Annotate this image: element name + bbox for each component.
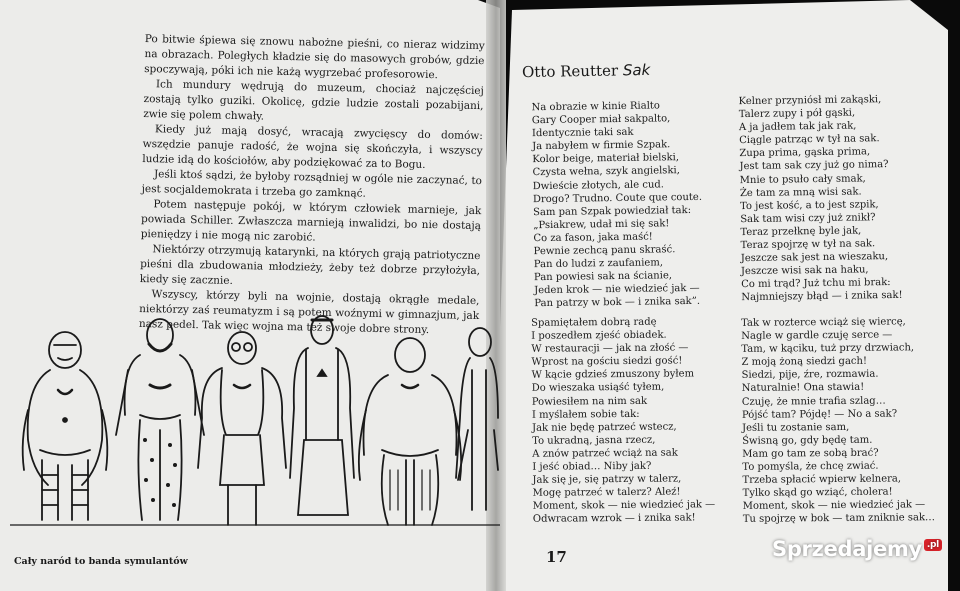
watermark-badge: .pl bbox=[924, 539, 942, 551]
stanza-3: Kelner przyniósł mi zakąski, Talerz zupy i pół gąski, A ja jadłem tak jak rak, Ciągle patrząc w tył na sak. Zupa prima, gąska prima, Jest tam sak czy już go nima? Mnie to psuło cały smak, Że tam za mną wisi sak. To jest kość, a to jest szpik, Sak tam wisi czy już znikł? Teraz przełknę byle jak, Teraz spojrzę w tył na sak. Jeszcze sak jest na wieszaku, Jeszcze wisi sak na haku, Co mi trąd? Już tchu mi brak: Najmniejszy błąd — i znika sak! bbox=[738, 94, 903, 304]
figure-2 bbox=[116, 319, 204, 520]
stanza-4: Tak w rozterce wciąż się wiercę, Nagle w gardle czuję serce — Tam, w kąciku, tuż przy drzwiach, Z moją żoną siedzi gach! Siedzi, pije, źre, rozmawia. Naturalnie! Ona stawia! Czuję, że mnie trafia szlag… Pójść tam? Pójdę! — No a sak? Jeśli tu zostanie sam, Świsną go, gdy będę tam. Mam go tam ze sobą brać? To pomyśla, że chcę zwiać. Trzeba spłacić wpierw kelnera, Tylko skąd go wziąć, cholera! Moment, skok — nie wiedzieć jak — Tu spojrzę w bok — tam zniknie sak… bbox=[741, 316, 936, 526]
figure-1 bbox=[23, 332, 108, 520]
illustration-caption: Cały naród to banda symulantów bbox=[14, 556, 188, 567]
figure-4 bbox=[290, 316, 354, 515]
stanza-2: Spamiętałem dobrą radę I poszedłem zjeść obiadek. W restauracji — jak na złość — Wprost na gościu siedzi gość! W kącie gdzieś zmuszony byłem Do wieszaka usiąść tyłem, Powiesiłem na nim sak I myślałem sobie tak: Jak nie będę patrzeć wstecz, To ukradną, jasna rzecz, A znów patrzeć wciąż na sak I jeść obiad… Niby jak? Jak się je, się patrzy w talerz, Mogę patrzeć w talerz? Aleź! Moment, skok — nie wiedzieć jak — Odwracam wzrok — i znika sak! bbox=[531, 316, 716, 526]
poem-title bbox=[522, 61, 651, 81]
paragraph: Wszyscy, którzy byli na wojnie, dostają okrągłe medale, niektórzy zaś reumatyzm i są potem woźnymi w gimnazjum, jak nasz pedel. Tak więc wojna ma też swoje dobre strony. bbox=[138, 288, 480, 337]
left-page-text bbox=[139, 32, 485, 339]
figure-3 bbox=[198, 332, 286, 525]
figure-5 bbox=[359, 338, 461, 525]
paragraph: Jeśli ktoś sądzi, że byłoby rozsądniej w ogóle nie zaczynać, to jest socjaldemokrata i trzeba go zamknąć. bbox=[141, 168, 483, 200]
stanza-1: Na obrazie w kinie Rialto Gary Cooper miał sakpalto, Identycznie taki sak Ja nabyłem w firmie Szpak. Kolor beige, materiał bielski, Czysta wełna, szyk angielski, Dwieście złotych, ale cud. Drogo? Trudno. Coute que coute. Sam pan Szpak powiedział tak: „Psiakrew, udał mi się sak! Co za fason, jaka maść! Pewnie zechcą panu skraść. Pan do ludzi z zaufaniem, Pan powiesi sak na ścianie, Jeden krok — nie wiedzieć jak — Pan patrzy w bok — i znika sak”. bbox=[531, 100, 703, 310]
paragraph: Po bitwie śpiewa się znowu nabożne pieśni, co nieraz widzimy na obrazach. Poległych kładzie się do masowych grobów, gdzie spoczywają, póki ich nie każą wygrzebać profesorowie. bbox=[144, 32, 485, 82]
poem-author: Otto Reutter bbox=[521, 61, 619, 82]
paragraph: Ich mundury wędrują do muzeum, chociaż najczęściej zostają tylko guziki. Okolicę, gdzie ludzie zostali pozabijani, zwie się polem chwały. bbox=[143, 78, 484, 123]
page-number: 17 bbox=[546, 548, 567, 566]
paragraph: Potem następuje pokój, w którym człowiek marnieje, jak powiada Schiller. Zwłaszcza marnieją inwalidzi, bo nie dostają pieniędzy i nie mogą nic zarobić. bbox=[140, 198, 482, 244]
paragraph: Kiedy już mają dosyć, wracają zwycięscy do domów: wszędzie panuje radość, że wojna się skończyła, i wszyscy ludzie idą do kościołów, aby podziękować za to Bogu. bbox=[142, 123, 484, 171]
men-in-underwear-drawing bbox=[10, 300, 500, 535]
paragraph: Niektórzy otrzymują katarynki, na których grają patriotyczne pieśni dla zbudowania młodzieży, żeby też dobrze przyłożyła, kiedy się zacznie. bbox=[139, 243, 481, 287]
poem-name: Sak bbox=[622, 60, 651, 80]
caricature-illustration bbox=[10, 300, 500, 535]
watermark-text: Sprzedajemy bbox=[772, 537, 922, 561]
watermark-logo bbox=[772, 537, 942, 561]
figure-6 bbox=[456, 328, 498, 510]
